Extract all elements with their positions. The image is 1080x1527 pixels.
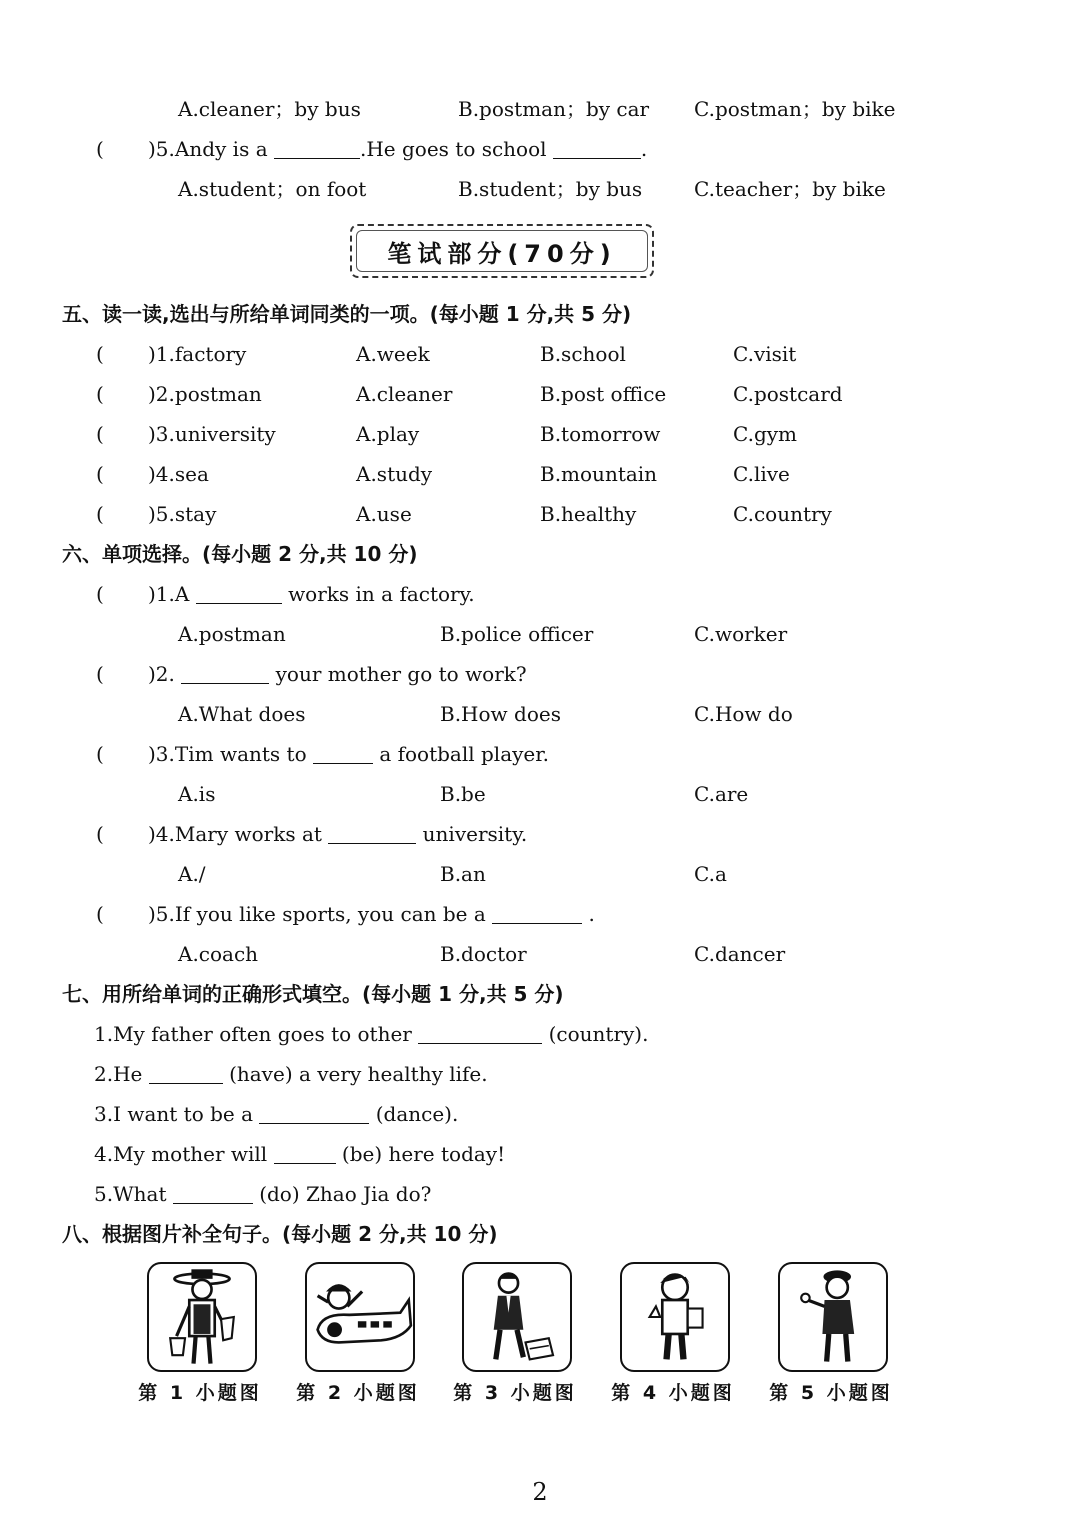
section7-title: 七、用所给单词的正确形式填空。(每小题 1 分,共 5 分) xyxy=(62,982,564,1006)
answer-paren[interactable]: ( xyxy=(96,662,104,686)
answer-blank[interactable] xyxy=(274,140,360,159)
answer-paren[interactable]: ( xyxy=(96,342,104,366)
answer-blank[interactable] xyxy=(259,1105,369,1124)
section6-question xyxy=(148,741,549,767)
fill-item-5-post: (do) Zhao Jia do? xyxy=(259,1182,432,1206)
section6-option: C.How do xyxy=(694,702,793,726)
section5-item-word: )1.factory xyxy=(148,342,247,366)
picture-caption-3: 第 3 小题图 xyxy=(453,1382,577,1404)
answer-blank[interactable] xyxy=(328,825,416,844)
section5-option: B.healthy xyxy=(540,502,637,526)
section5-option: B.post office xyxy=(540,382,667,406)
answer-paren[interactable]: ( xyxy=(96,742,104,766)
scientist-icon xyxy=(620,1262,730,1372)
section6-option: C.dancer xyxy=(694,942,786,966)
q5-text-a: Andy is a xyxy=(174,137,268,161)
answer-blank[interactable] xyxy=(553,140,641,159)
section5-item-word: )5.stay xyxy=(148,502,217,526)
farmer-icon xyxy=(147,1262,257,1372)
fill-item-2-pre: 2.He xyxy=(94,1062,143,1086)
section5-option: A.cleaner xyxy=(356,382,453,406)
section5-item-word: )3.university xyxy=(148,422,276,446)
fill-item-5-pre: 5.What xyxy=(94,1182,167,1206)
section5-option: C.gym xyxy=(733,422,798,446)
answer-paren[interactable]: ( xyxy=(96,382,104,406)
section5-option: B.mountain xyxy=(540,462,658,486)
section6-option: B.police officer xyxy=(440,622,594,646)
picture-caption-5: 第 5 小题图 xyxy=(769,1382,893,1404)
section5-title: 五、读一读,选出与所给单词同类的一项。(每小题 1 分,共 5 分) xyxy=(62,302,632,326)
answer-paren[interactable]: ( xyxy=(96,902,104,926)
section5-option: A.use xyxy=(356,502,412,526)
section5-option: C.visit xyxy=(733,342,797,366)
businessman-icon xyxy=(462,1262,572,1372)
fill-item-2-post: (have) a very healthy life. xyxy=(229,1062,488,1086)
question-post-text: your mother go to work? xyxy=(275,662,527,686)
answer-paren[interactable]: ( xyxy=(96,502,104,526)
written-part-banner xyxy=(350,224,654,278)
section6-question xyxy=(148,581,475,607)
question-post-text: works in a factory. xyxy=(288,582,475,606)
q5-number: )5. xyxy=(148,137,175,161)
section6-option: B.an xyxy=(440,862,486,886)
q5-question xyxy=(148,136,647,162)
answer-blank[interactable] xyxy=(492,905,582,924)
section6-option: B.be xyxy=(440,782,486,806)
section6-question xyxy=(148,661,527,687)
q5-text-b: .He goes to school xyxy=(359,137,547,161)
section6-option: A.is xyxy=(178,782,216,806)
q5-text-c: . xyxy=(640,137,648,161)
fill-item-3-pre: 3.I want to be a xyxy=(94,1102,254,1126)
question-pre-text: Tim wants to xyxy=(174,742,307,766)
answer-paren[interactable]: ( xyxy=(96,822,104,846)
answer-blank[interactable] xyxy=(274,1145,336,1164)
q5-option-b: B.student；by bus xyxy=(458,177,643,201)
fill-item-3-post: (dance). xyxy=(375,1102,459,1126)
section6-option: B.How does xyxy=(440,702,561,726)
question-post-text: a football player. xyxy=(379,742,549,766)
fill-item-5 xyxy=(94,1181,431,1207)
section5-option: C.postcard xyxy=(733,382,843,406)
question-number: )4. xyxy=(148,822,175,846)
section5-option: B.tomorrow xyxy=(540,422,661,446)
fill-item-4-post: (be) here today! xyxy=(341,1142,506,1166)
q5-option-a: A.student；on foot xyxy=(178,177,367,201)
picture-caption-2: 第 2 小题图 xyxy=(296,1382,420,1404)
section6-option: A.postman xyxy=(178,622,286,646)
question-post-text: . xyxy=(588,902,595,926)
answer-blank[interactable] xyxy=(196,585,282,604)
picture-caption-1: 第 1 小题图 xyxy=(138,1382,262,1404)
section6-option: A.What does xyxy=(178,702,306,726)
section6-option: A./ xyxy=(178,862,206,886)
q4-option-a: A.cleaner；by bus xyxy=(178,97,361,121)
section5-option: C.country xyxy=(733,502,832,526)
q4-option-b: B.postman；by car xyxy=(458,97,650,121)
answer-blank[interactable] xyxy=(173,1185,253,1204)
section6-title: 六、单项选择。(每小题 2 分,共 10 分) xyxy=(62,542,418,566)
question-number: )3. xyxy=(148,742,175,766)
section6-option: A.coach xyxy=(178,942,259,966)
banner-text: 笔试部分(70分) xyxy=(387,239,617,268)
section5-item-word: )2.postman xyxy=(148,382,262,406)
section6-option: C.are xyxy=(694,782,749,806)
section5-option: B.school xyxy=(540,342,626,366)
question-pre-text: A xyxy=(174,582,190,606)
section6-option: C.worker xyxy=(694,622,788,646)
section6-option: C.a xyxy=(694,862,727,886)
fill-item-1-pre: 1.My father often goes to other xyxy=(94,1022,412,1046)
answer-paren[interactable]: ( xyxy=(96,582,104,606)
section8-title: 八、根据图片补全句子。(每小题 2 分,共 10 分) xyxy=(62,1222,498,1246)
section5-option: A.play xyxy=(356,422,420,446)
section5-item-word: )4.sea xyxy=(148,462,209,486)
section5-option: A.study xyxy=(356,462,433,486)
fill-item-4 xyxy=(94,1141,505,1167)
fill-item-4-pre: 4.My mother will xyxy=(94,1142,268,1166)
q5-option-c: C.teacher；by bike xyxy=(694,177,886,201)
answer-paren[interactable]: ( xyxy=(96,462,104,486)
question-pre-text: Mary works at xyxy=(174,822,322,846)
answer-blank[interactable] xyxy=(418,1025,542,1044)
picture-caption-4: 第 4 小题图 xyxy=(611,1382,735,1404)
section5-option: C.live xyxy=(733,462,790,486)
question-number: )2. xyxy=(148,662,175,686)
fill-item-3 xyxy=(94,1101,458,1127)
q4-option-c: C.postman；by bike xyxy=(694,97,896,121)
answer-paren[interactable]: ( xyxy=(96,422,104,446)
fill-item-1 xyxy=(94,1021,648,1047)
answer-blank[interactable] xyxy=(181,665,269,684)
section6-question xyxy=(148,821,527,847)
fill-item-1-post: (country). xyxy=(548,1022,649,1046)
question-number: )5. xyxy=(148,902,175,926)
painter-icon xyxy=(778,1262,888,1372)
answer-blank[interactable] xyxy=(149,1065,223,1084)
section6-question xyxy=(148,901,595,927)
fill-item-2 xyxy=(94,1061,488,1087)
answer-paren: ( xyxy=(96,137,104,161)
page-number: 2 xyxy=(532,1478,548,1506)
question-post-text: university. xyxy=(422,822,528,846)
answer-blank[interactable] xyxy=(313,745,373,764)
question-number: )1. xyxy=(148,582,175,606)
pilot-plane-icon xyxy=(305,1262,415,1372)
section6-option: B.doctor xyxy=(440,942,527,966)
section5-option: A.week xyxy=(356,342,430,366)
question-pre-text: If you like sports, you can be a xyxy=(174,902,486,926)
